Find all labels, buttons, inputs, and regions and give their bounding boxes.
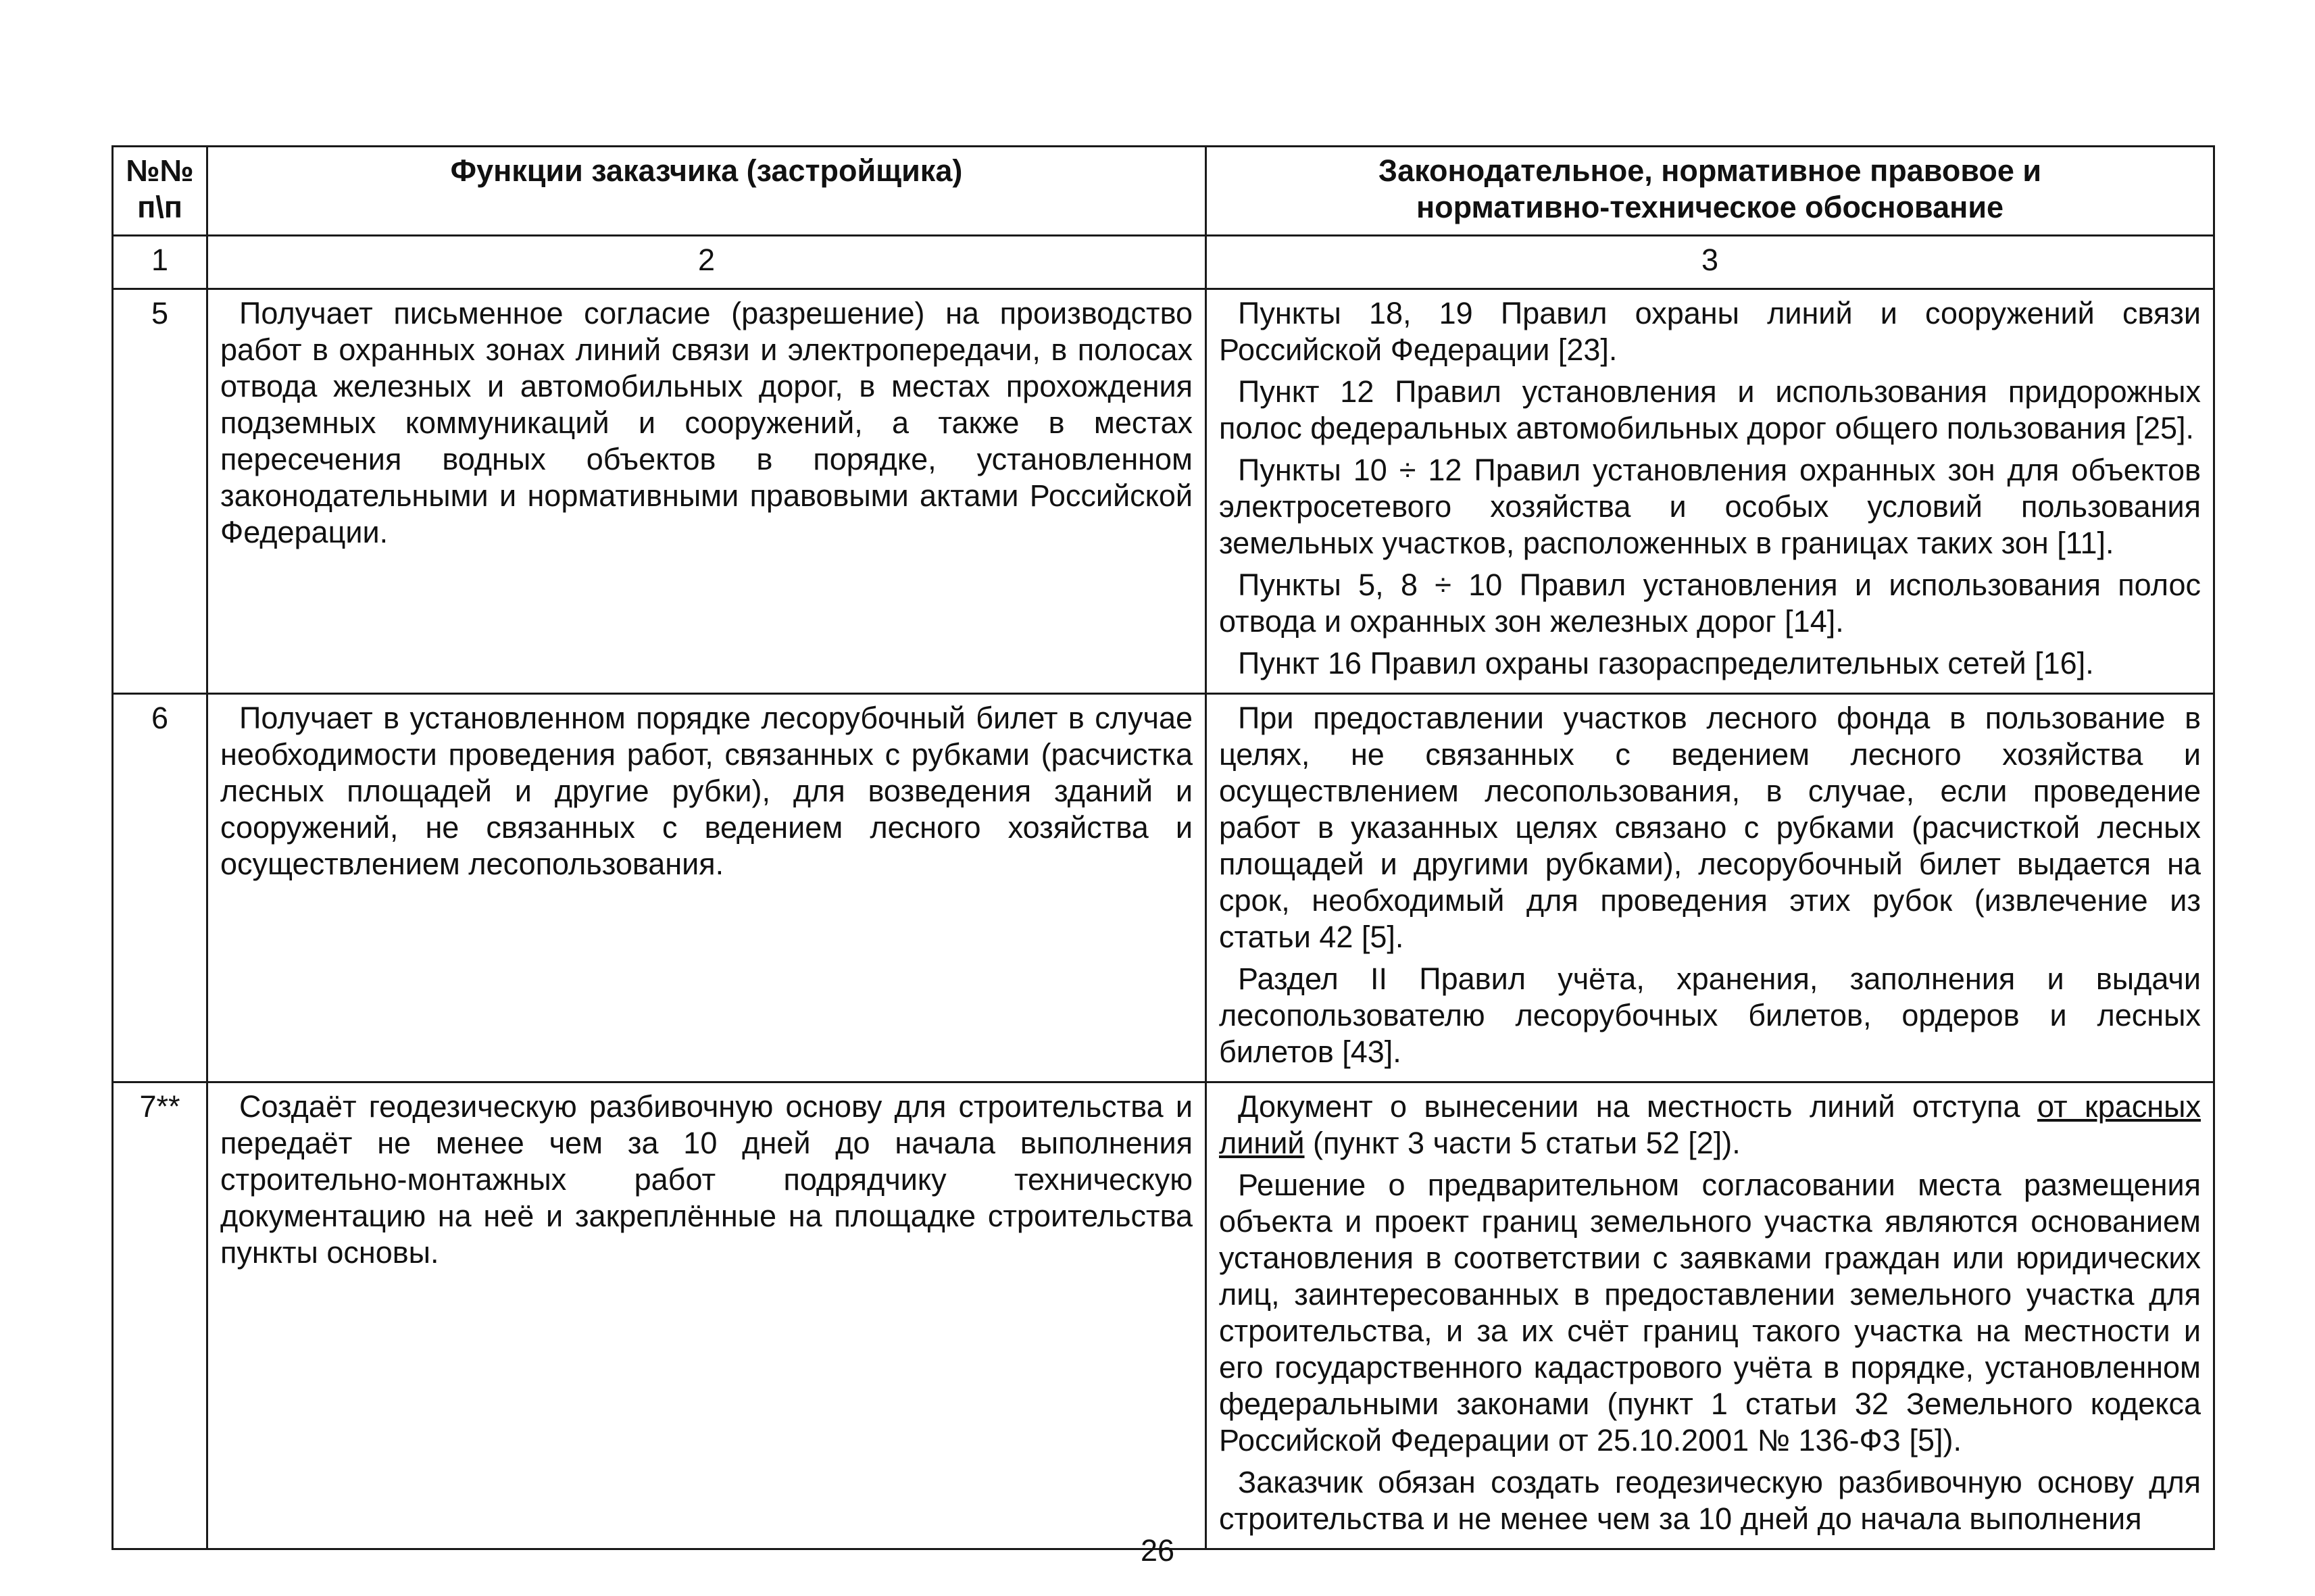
header-functions [207,147,1206,236]
column-number: 2 [207,236,1206,289]
column-number: 1 [113,236,207,289]
row-number: 6 [113,694,207,1082]
header-basis-line2: нормативно-техническое обоснование [1416,190,2004,224]
red-lines-underlined: от красных линий [1219,1089,2201,1160]
table-row [113,1082,2214,1549]
row-number: 5 [113,289,207,694]
table-row [113,289,2214,694]
basis-paragraph: Заказчик обязан создать геодезическую разбивочную основу для строительства и не менее чем за 10 дней до начала выполнения [1219,1465,2201,1536]
function-cell [207,1082,1206,1549]
basis-paragraph: Пункты 18, 19 Правил охраны линий и сооружений связи Российской Федерации [23]. [1219,296,2201,367]
function-cell [207,289,1206,694]
document-page [111,145,2213,1550]
basis-paragraph [1219,1089,2201,1162]
basis-paragraph: Пункт 12 Правил установления и использования придорожных полос федеральных автомобильных дорог общего пользования [25]. [1219,374,2201,445]
table-header-row [113,147,2214,236]
basis-text: Документ о вынесении на местность линий отступа [1238,1089,2037,1124]
header-number [113,147,207,236]
column-number-row [113,236,2214,289]
header-basis [1206,147,2214,236]
basis-cell [1206,289,2214,694]
header-number-line1: №№ [126,153,194,188]
basis-cell [1206,1082,2214,1549]
basis-paragraph: Пункты 5, 8 ÷ 10 Правил установления и использования полос отвода и охранных зон железных дорог [14]. [1219,568,2201,639]
page-number: 26 [1140,1533,1175,1568]
basis-paragraph: Раздел II Правил учёта, хранения, заполнения и выдачи лесопользователю лесорубочных билетов, ордеров и лесных билетов [43]. [1219,962,2201,1069]
row-number: 7** [113,1082,207,1549]
basis-cell [1206,694,2214,1082]
basis-text: (пункт 3 части 5 статьи 52 [2]). [1304,1126,1741,1160]
function-text: Получает в установленном порядке лесорубочный билет в случае необходимости проведения работ, связанных с рубками (расчистка лесных площадей и другие рубки), для возведения зданий и сооружений, не связанных с ведением лесного хозяйства и осуществлением лесопользования. [220,701,1193,881]
basis-paragraph: Пункт 16 Правил охраны газораспределительных сетей [16]. [1238,646,2094,680]
header-basis-line1: Законодательное, нормативное правовое и [1378,153,2042,188]
table-row [113,694,2214,1082]
header-number-line2: п\п [137,190,182,224]
header-functions-text: Функции заказчика (застройщика) [450,153,963,188]
customer-functions-table [111,145,2215,1550]
basis-paragraph: При предоставлении участков лесного фонда в пользование в целях, не связанных с ведением лесного хозяйства и осуществлением лесопользования, в случае, если проведение работ в указанных целях связано с рубками (расчисткой лесных площадей и другими рубками), лесорубочный билет выдается на срок, необходимый для проведения этих рубок (извлечение из статьи 42 [5]. [1219,701,2201,954]
basis-paragraph: Пункты 10 ÷ 12 Правил установления охранных зон для объектов электросетевого хозяйства и особых условий пользования земельных участков, расположенных в границах таких зон [11]. [1219,453,2201,560]
basis-paragraph: Решение о предварительном согласовании места размещения объекта и проект границ земельного участка являются основанием установления в соответствии с заявками граждан или юридических лиц, заинтересованных в предоставлении земельного участка для строительства, и за их счёт границ такого участка на местности и его государственного кадастрового учёта в порядке, установленном федеральными законами (пункт 1 статьи 32 Земельного кодекса Российской Федерации от 25.10.2001 № 136-ФЗ [5]). [1219,1168,2201,1457]
function-cell [207,694,1206,1082]
function-text: Создаёт геодезическую разбивочную основу для строительства и передаёт не менее чем за 10 дней до начала выполнения строительно-монтажных работ подрядчику техническую документацию на неё и закреплённые на площадке строительства пункты основы. [220,1089,1193,1270]
column-number: 3 [1206,236,2214,289]
function-text: Получает письменное согласие (разрешение) на производство работ в охранных зонах линий связи и электропередачи, в полосах отвода железных и автомобильных дорог, в местах прохождения подземных коммуникаций и сооружений, а также в местах пересечения водных объектов в порядке, установленном законодательными и нормативными правовыми актами Российской Федерации. [220,296,1193,549]
